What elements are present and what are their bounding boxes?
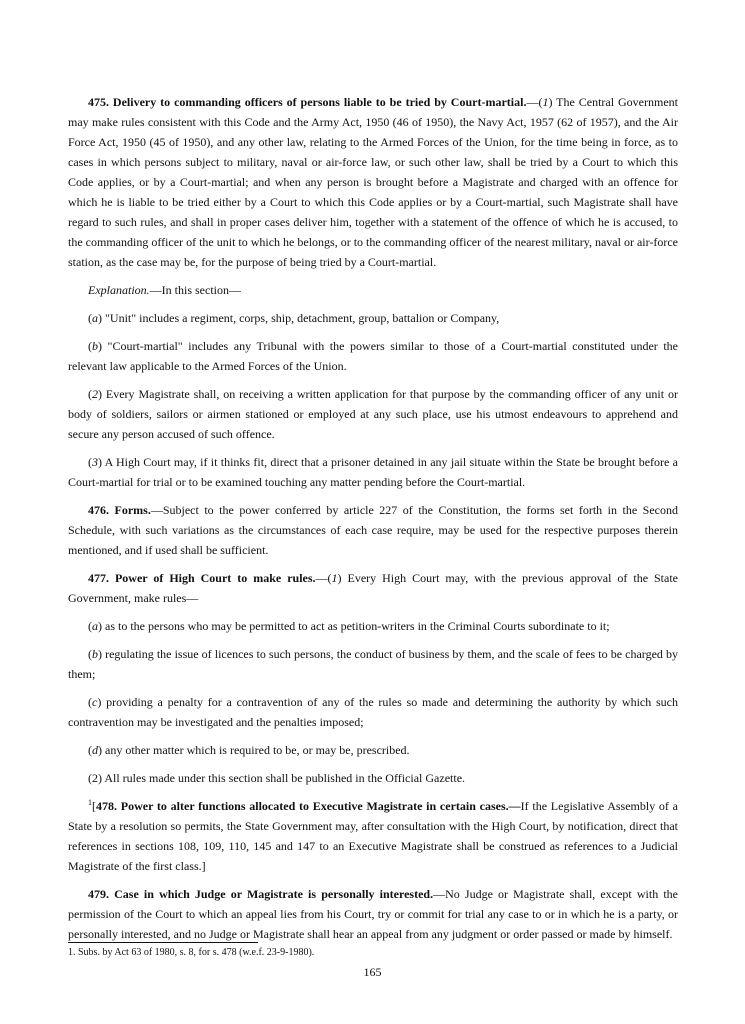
section-478: $^1$[478. Power to alter functions allocated to Executive Magistrate in certain cases.—If the Legislative Assembly of a State by a resolution so permits, the State Government may, after consultation with the High Court, by notification, direct that references in sections 108, 109, 110, 145 and 147 to an Executive Magistrate shall be construed as references to a Judicial Magistrate of the first class.] — [68, 798, 678, 873]
footnote-ref: 1 — [88, 798, 92, 807]
page-body — [68, 92, 678, 952]
section-477-item-a: (a) as to the persons who may be permitted to act as petition-writers in the Criminal Courts subordinate to it; — [88, 619, 610, 633]
section-475-text: ) The Central Government may make rules consistent with this Code and the Army Act, 1950 (46 of 1950), the Navy Act, 1957 (62 of 1957), and the Air Force Act, 1950 (45 of 1950), and any other law, relating to the Armed Forces of the Union, for the time being in force, as to cases in which persons subject to military, naval or air-force law, or such other law, shall be tried by a Court to which this Code applies, or by a Court-martial; and when any person is brought before a Magistrate and charged with an offence for which he is liable to be tried either by a Court to which this Code applies or by a Court-martial, such Magistrate shall have regard to such rules, and shall in proper cases deliver him, together with a statement of the offence of which he is accused, to the commanding officer of the unit to which he belongs, or to the commanding officer of the nearest military, naval or air-force station, as the case may be, for the purpose of being tried by a Court-martial. — [68, 95, 679, 269]
footnote-divider — [68, 942, 258, 943]
section-477-item-b: (b) regulating the issue of licences to such persons, the conduct of business by them, and the scale of fees to be charged by them; — [68, 647, 678, 681]
section-477-subsection-2: (2) All rules made under this section shall be published in the Official Gazette. — [88, 771, 466, 785]
section-476-heading: 476. Forms. — [88, 503, 151, 517]
section-476: 476. Forms.—Subject to the power conferred by article 227 of the Constitution, the forms set forth in the Second Schedule, with such variations as the circumstances of each case require, may be used for the respective purposes therein mentioned, and if used shall be sufficient. — [68, 503, 678, 557]
section-477: 477. Power of High Court to make rules.—(1) Every High Court may, with the previous approval of the State Government, make rules— — [68, 571, 678, 605]
explanation-item-b: (b) "Court-martial" includes any Tribunal with the powers similar to those of a Court-martial constituted under the relevant law applicable to the Armed Forces of the Union. — [68, 339, 678, 373]
section-475-heading: 475. Delivery to commanding officers of persons liable to be tried by Court-martial. — [88, 95, 527, 109]
section-477-item-c: (c) providing a penalty for a contravention of any of the rules so made and determining the authority by which such contravention may be investigated and the penalties imposed; — [68, 695, 678, 729]
explanation-item-a: (a) "Unit" includes a regiment, corps, ship, detachment, group, battalion or Company, — [88, 311, 500, 325]
section-475-para-1: 475. Delivery to commanding officers of persons liable to be tried by Court-martial.—(1) The Central Government may make rules consistent with this Code and the Army Act, 1950 (46 of 1950), the Navy Act, 1957 (62 of 1957), and the Air Force Act, 1950 (45 of 1950), and any other law, relating to the Armed Forces of the Union, for the time being in force, as to cases in which persons subject to military, naval or air-force law, or such other law, shall be tried by a Court to which this Code applies, or by a Court-martial; and when any person is brought before a Magistrate and charged with an offence for which he is liable to be tried either by a Court to which this Code applies or by a Court-martial, such Magistrate shall have regard to such rules, and shall in proper cases deliver him, together with a statement of the offence of which he is accused, to the commanding officer of the unit to which he belongs, or to the commanding officer of the nearest military, naval or air-force station, as the case may be, for the purpose of being tried by a Court-martial. — [68, 95, 679, 269]
section-475-subsection-3: (3) A High Court may, if it thinks fit, direct that a prisoner detained in any jail situate within the State be brought before a Court-martial for trial or to be examined touching any matter pending before the Court-martial. — [68, 455, 678, 489]
section-479-heading: 479. Case in which Judge or Magistrate is personally interested. — [88, 887, 434, 901]
section-477-heading: 477. Power of High Court to make rules. — [88, 571, 316, 585]
section-479: 479. Case in which Judge or Magistrate is personally interested.—No Judge or Magistrate shall, except with the permission of the Court to which an appeal lies from his Court, try or commit for trial any case to or in which he is a party, or personally interested, and no Judge or Magistrate shall hear an appeal from any judgment or order passed or made by himself. — [68, 887, 679, 941]
section-475-explanation: Explanation.—In this section— — [88, 283, 241, 297]
footnote: 1. Subs. by Act 63 of 1980, s. 8, for s. 478 (w.e.f. 23-9-1980). — [68, 947, 315, 958]
page-number: 165 — [363, 965, 382, 979]
section-478-heading: 478. Power to alter functions allocated to Executive Magistrate in certain cases.— — [96, 799, 521, 813]
section-477-item-d: (d) any other matter which is required to be, or may be, prescribed. — [88, 743, 410, 757]
section-475-subsection-2: (2) Every Magistrate shall, on receiving a written application for that purpose by the commanding officer of any unit or body of soldiers, sailors or airmen stationed or employed at any such place, use his utmost endeavours to apprehend and secure any person accused of such offence. — [68, 387, 678, 441]
